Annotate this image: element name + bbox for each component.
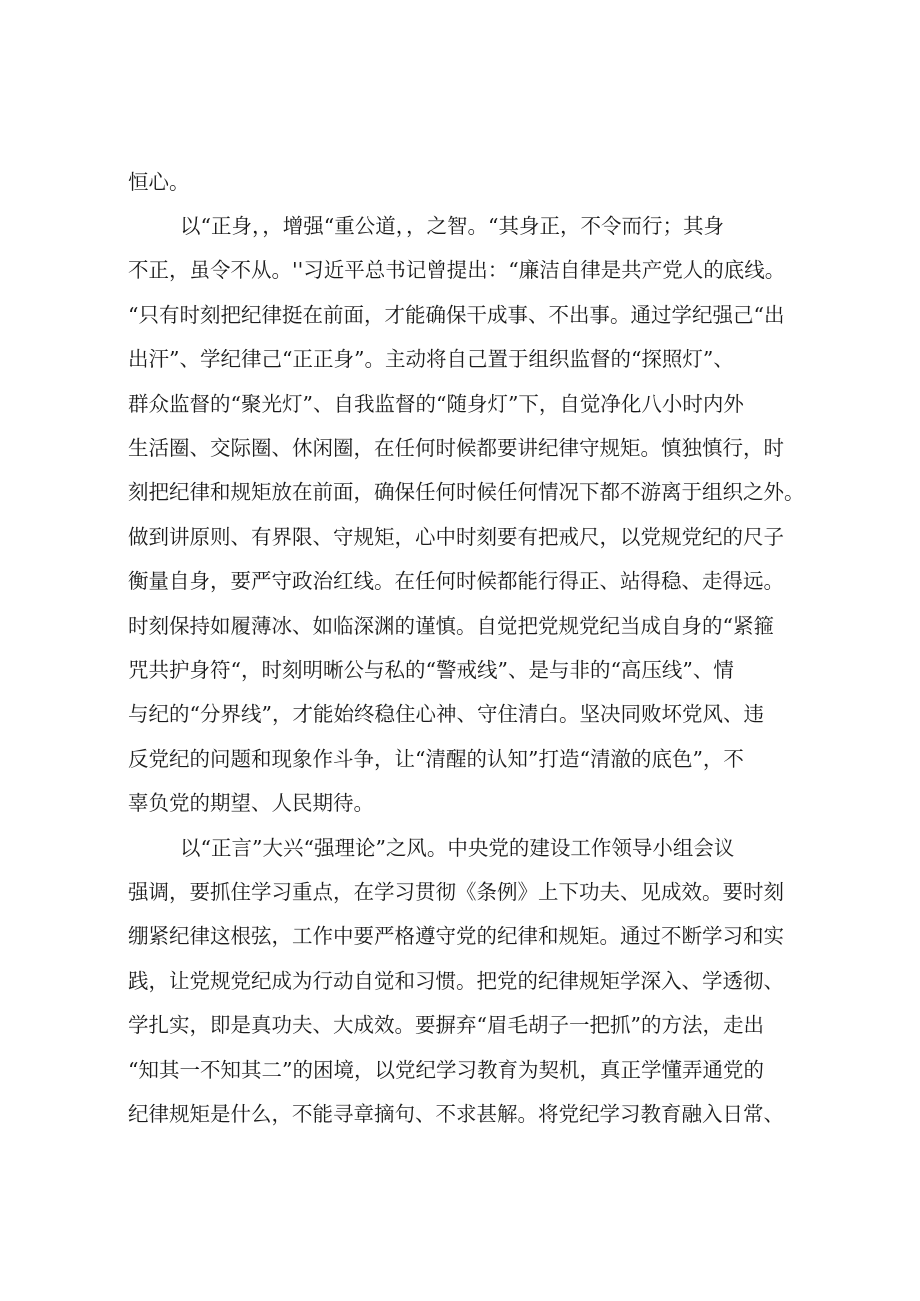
text-line: 做到讲原则、有界限、守规矩，心中时刻要有把戒尺，以党规党纪的尺子	[128, 525, 784, 549]
text-line: 不正，虽令不从。''习近平总书记曾提出：“廉洁自律是共产党人的底线。	[128, 258, 786, 282]
text-line: 纪律规矩是什么，不能寻章摘句、不求甚解。将党纪学习教育融入日常、	[128, 1102, 784, 1126]
paragraph-first-line: 以“正身，，增强“重公道，，之智。“其身正，不令而行；其身	[180, 214, 724, 238]
text-line: 出汗”、学纪律己“正正身”。主动将自己置于组织监督的“探照灯”、	[128, 347, 734, 371]
text-line: 辜负党的期望、人民期待。	[128, 791, 374, 815]
text-line: 绷紧纪律这根弦，工作中要严格遵守党的纪律和规矩。通过不断学习和实	[128, 924, 784, 948]
text-line: 与纪的“分界线”，才能始终稳住心神、守住清白。坚决同败坏党风、违	[128, 702, 764, 726]
paragraph-first-line: 以“正言”大兴“强理论”之风。中央党的建设工作领导小组会议	[180, 836, 735, 860]
text-line: 咒共护身符“，时刻明晰公与私的“警戒线”、是与非的“高压线”、情	[128, 658, 734, 682]
text-line: 生活圈、交际圈、休闲圈，在任何时候都要讲纪律守规矩。慎独慎行，时	[128, 436, 784, 460]
text-line: 衡量自身，要严守政治红线。在任何时候都能行得正、站得稳、走得远。	[128, 569, 784, 593]
text-line: “知其一不知其二”的困境，以党纪学习教育为契机，真正学懂弄通党的	[128, 1058, 764, 1082]
text-line: 时刻保持如履薄冰、如临深渊的谨慎。自觉把党规党纪当成自身的“紧箍	[128, 614, 774, 638]
text-line: 群众监督的“聚光灯”、自我监督的“随身灯”下，自觉净化八小时内外	[128, 392, 744, 416]
text-line: 刻把纪律和规矩放在前面，确保任何时候任何情况下都不游离于组织之外。	[128, 480, 805, 504]
text-line: 践，让党规党纪成为行动自觉和习惯。把党的纪律规矩学深入、学透彻、	[128, 969, 784, 993]
text-line: 恒心。	[128, 170, 190, 194]
text-line: “只有时刻把纪律挺在前面，才能确保干成事、不出事。通过学纪强己“出	[128, 303, 785, 327]
text-line: 反党纪的问题和现象作斗争，让“清醒的认知”打造“清澈的底色”，不	[128, 747, 744, 771]
text-line: 强调，要抓住学习重点，在学习贯彻《条例》上下功夫、见成效。要时刻	[128, 880, 784, 904]
text-line: 学扎实，即是真功夫、大成效。要摒弃“眉毛胡子一把抓”的方法，走出	[128, 1013, 764, 1037]
